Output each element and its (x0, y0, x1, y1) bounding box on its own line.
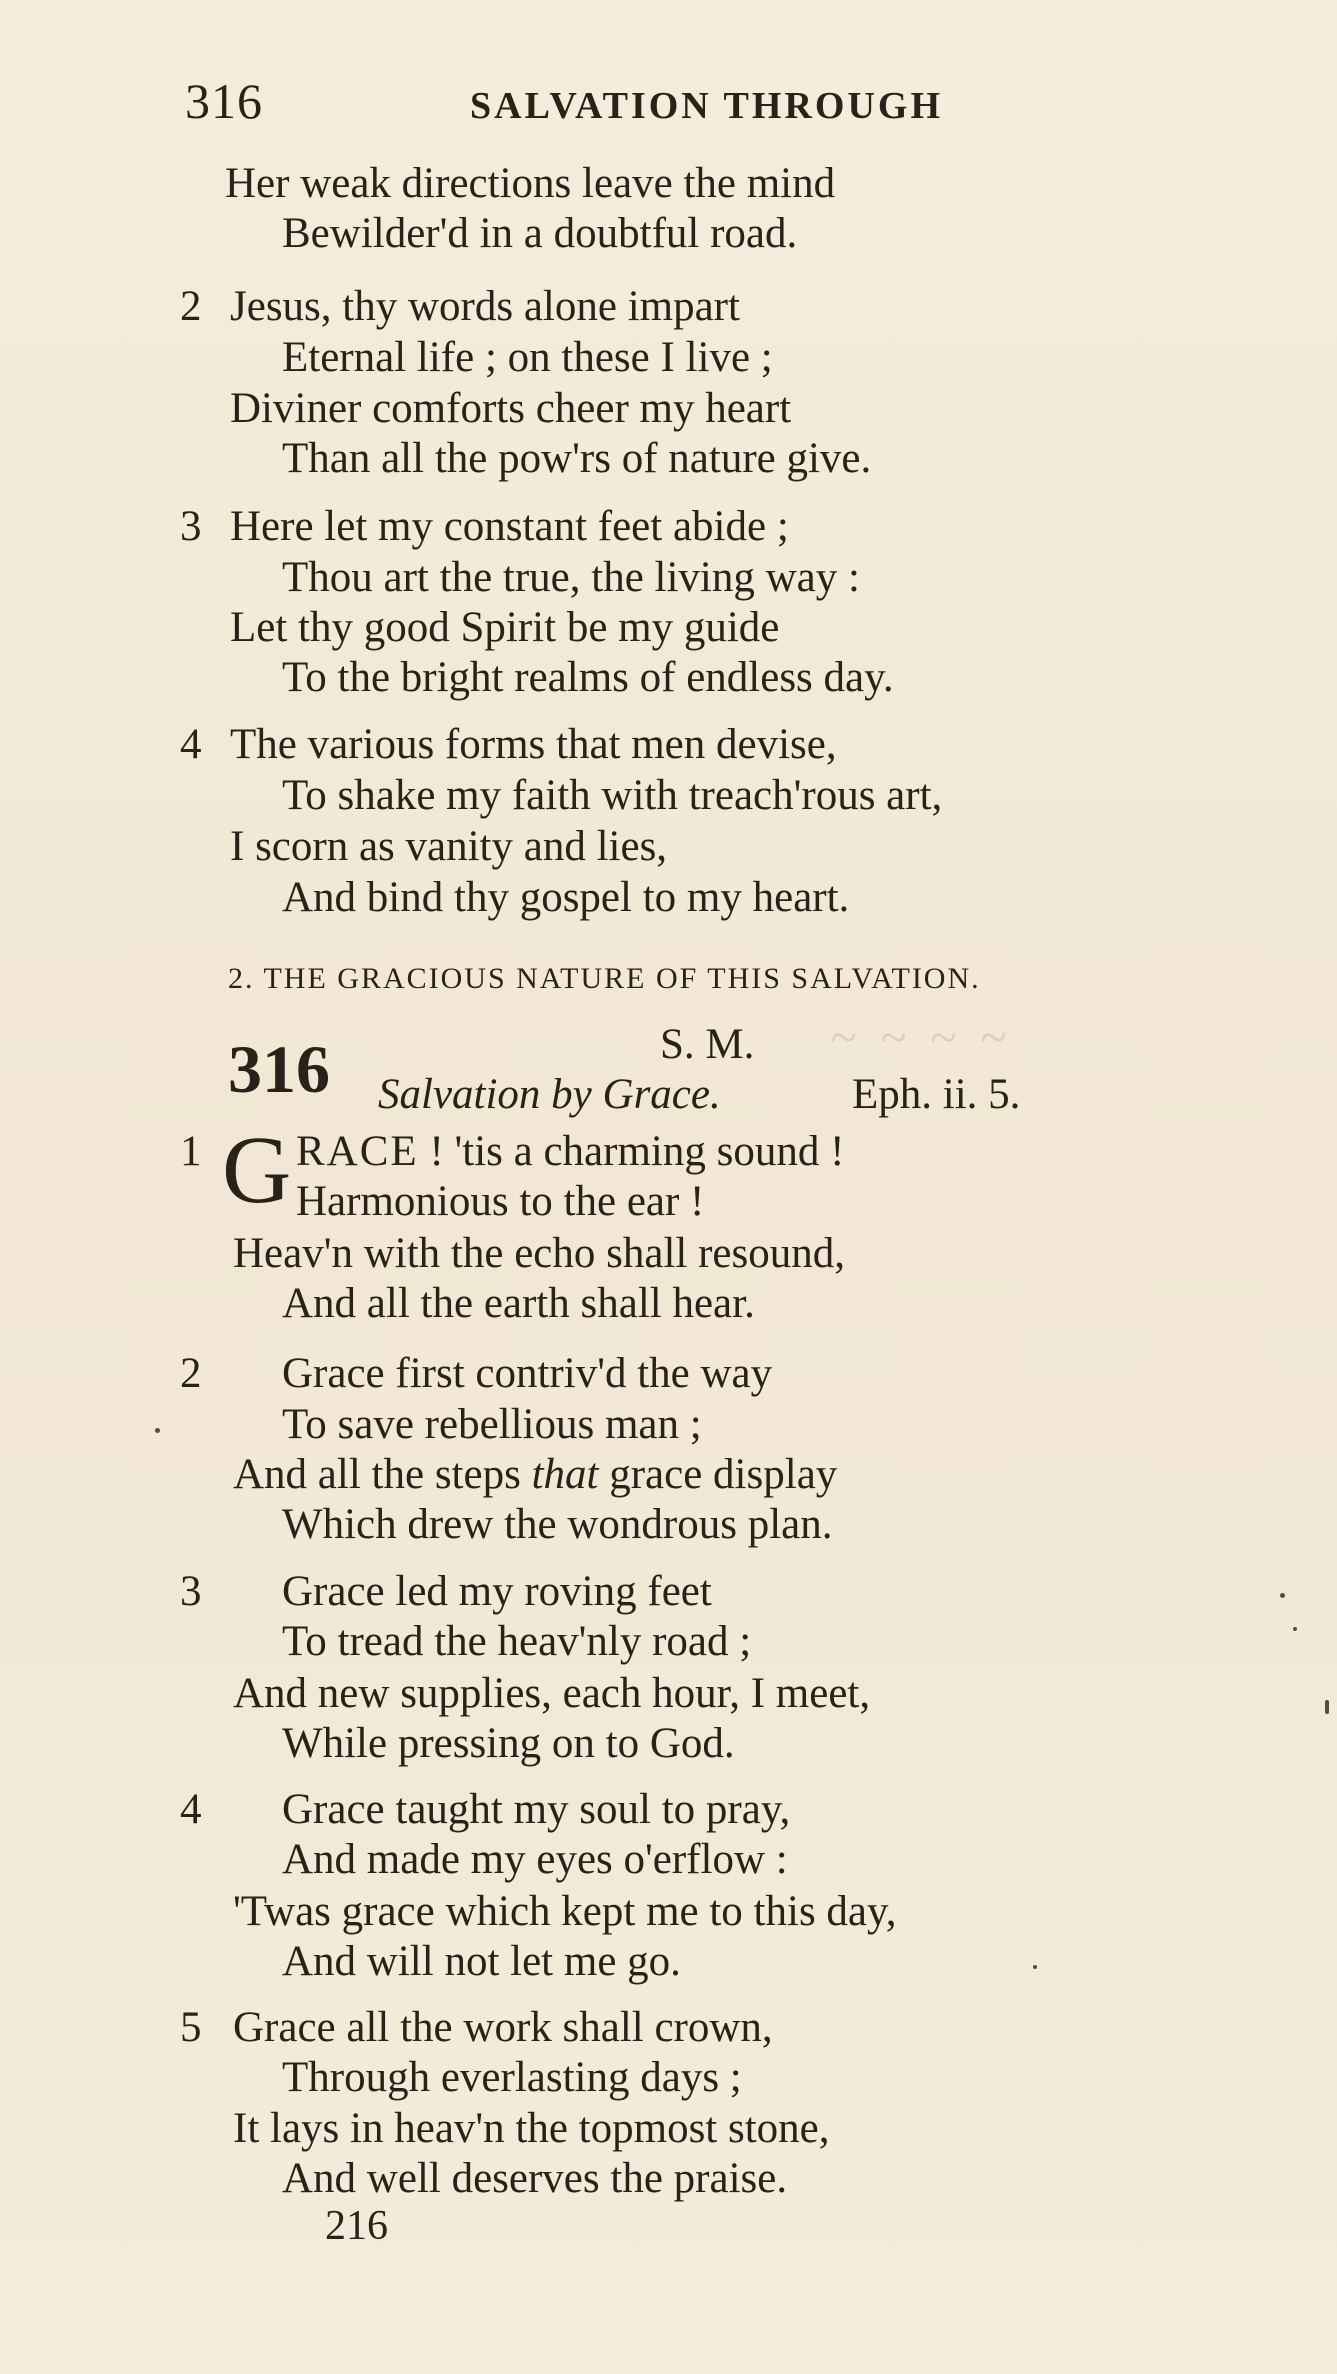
page-number: 316 (185, 73, 263, 129)
verse-line: And all the earth shall hear. (282, 1280, 755, 1327)
running-title: SALVATION THROUGH (470, 85, 944, 127)
first-word-caps: RACE (296, 1128, 419, 1175)
verse-line: I scorn as vanity and lies, (230, 823, 668, 870)
verse-line: Thou art the true, the living way : (282, 554, 860, 601)
stanza-number: 4 (180, 1786, 202, 1833)
stanza-number: 4 (180, 721, 202, 768)
stanza-number: 3 (180, 1568, 202, 1615)
verse-line: Eternal life ; on these I live ; (282, 334, 773, 381)
verse-line: Grace first contriv'd the way (282, 1350, 773, 1397)
verse-line: Heav'n with the echo shall resound, (233, 1230, 845, 1277)
verse-line: Bewilder'd in a doubtful road. (282, 210, 798, 257)
ink-speck (155, 1428, 160, 1433)
hymn-title: Salvation by Grace. (378, 1071, 721, 1118)
stanza-number: 1 (180, 1128, 202, 1175)
verse-text: grace display (598, 1451, 838, 1498)
verse-line: Which drew the wondrous plan. (282, 1501, 833, 1548)
italic-word: that (531, 1451, 599, 1498)
verse-line: And made my eyes o'erflow : (282, 1836, 788, 1883)
verse-line: To save rebellious man ; (282, 1401, 702, 1448)
ink-speck (1033, 1965, 1037, 1969)
verse-line: To the bright realms of endless day. (282, 654, 894, 701)
running-header (0, 72, 1337, 142)
section-heading: 2. THE GRACIOUS NATURE OF THIS SALVATION. (228, 962, 981, 995)
verse-line: And well deserves the praise. (282, 2155, 788, 2202)
verse-line: Diviner comforts cheer my heart (230, 385, 792, 432)
verse-line: To shake my faith with treach'rous art, (282, 772, 943, 819)
stanza-number: 2 (180, 283, 202, 330)
verse-line: Grace taught my soul to pray, (282, 1786, 791, 1833)
verse-line: While pressing on to God. (282, 1720, 735, 1767)
hymn-number: 316 (228, 1031, 330, 1107)
verse-line: And bind thy gospel to my heart. (282, 874, 850, 921)
verse-line: And new supplies, each hour, I meet, (233, 1670, 871, 1717)
verse-line: Grace all the work shall crown, (233, 2004, 773, 2051)
signature-mark: 216 (325, 2203, 388, 2249)
first-line-rest: ! 'tis a charming sound ! (429, 1128, 845, 1175)
hymn-meter: S. M. (660, 1021, 755, 1068)
stanza-number: 5 (180, 2004, 202, 2051)
verse-line: And will not let me go. (282, 1938, 681, 1985)
verse-line: Jesus, thy words alone impart (230, 283, 740, 330)
drop-cap: G (222, 1116, 292, 1223)
ink-speck (1325, 1700, 1329, 1714)
pencil-marking: ~ ~ ~ ~ (830, 1011, 1012, 1064)
verse-line: It lays in heav'n the topmost stone, (233, 2105, 830, 2152)
verse-line: Let thy good Spirit be my guide (230, 604, 780, 651)
verse-line: Harmonious to the ear ! (296, 1178, 705, 1225)
verse-line: Grace led my roving feet (282, 1568, 712, 1615)
stanza-number: 2 (180, 1350, 202, 1397)
verse-line: Than all the pow'rs of nature give. (282, 435, 872, 482)
verse-line: Here let my constant feet abide ; (230, 503, 789, 550)
stanza-number: 3 (180, 503, 202, 550)
verse-line: 'Twas grace which kept me to this day, (233, 1888, 897, 1935)
verse-line: To tread the heav'nly road ; (282, 1618, 752, 1665)
verse-line: Her weak directions leave the mind (225, 160, 836, 207)
verse-line: Through everlasting days ; (282, 2054, 742, 2101)
ink-speck (1293, 1627, 1297, 1631)
verse-line (296, 1130, 844, 1173)
verse-line: The various forms that men devise, (230, 721, 837, 768)
scripture-reference: Eph. ii. 5. (852, 1071, 1021, 1118)
ink-speck (1280, 1593, 1285, 1598)
verse-text: And all the steps (233, 1451, 532, 1498)
verse-line (233, 1453, 837, 1496)
